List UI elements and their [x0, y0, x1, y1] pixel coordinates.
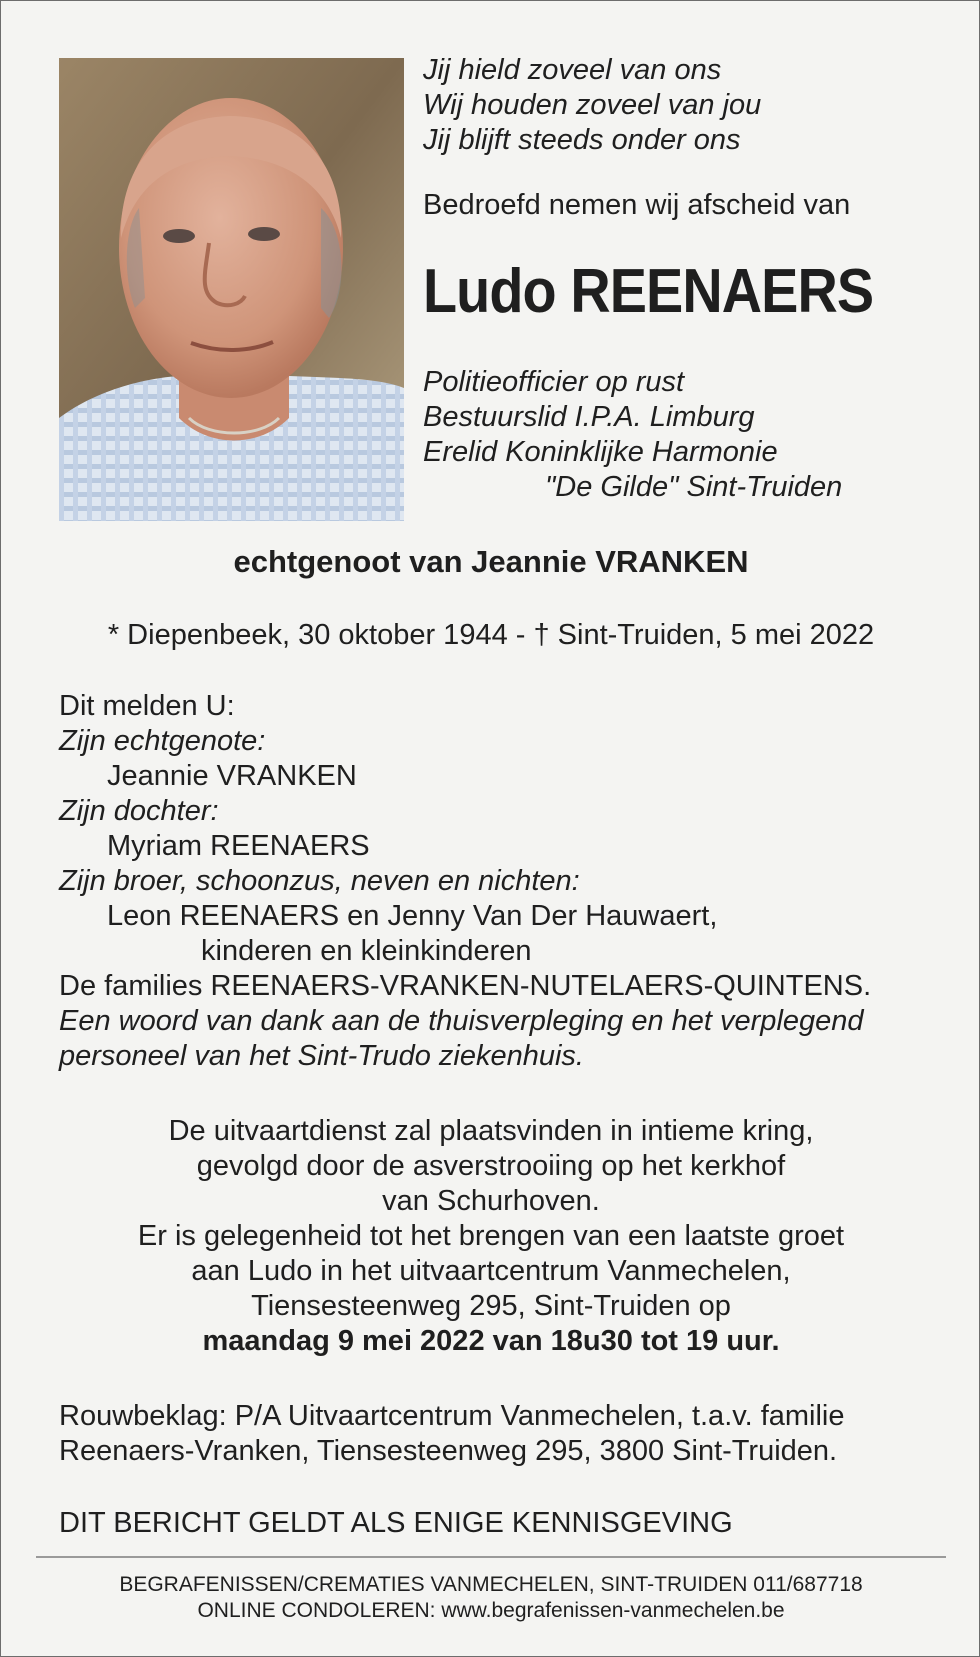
portrait-photo	[59, 58, 404, 521]
service-time: maandag 9 mei 2022 van 18u30 tot 19 uur.	[202, 1325, 780, 1357]
verse-line: Jij hield zoveel van ons	[423, 54, 722, 86]
honorary-titles	[423, 365, 943, 505]
deceased-name: Ludo REENAERS	[423, 257, 874, 326]
service-line: Tiensesteenweg 295, Sint-Truiden op	[251, 1290, 731, 1322]
siblings-label: Zijn broer, schoonzus, neven en nichten:	[59, 865, 580, 897]
notice-text: DIT BERICHT GELDT ALS ENIGE KENNISGEVING	[59, 1507, 733, 1539]
service-line: gevolgd door de asverstrooiing op het kerkhof	[196, 1150, 786, 1182]
spouse-line: echtgenoot van Jeannie VRANKEN	[233, 544, 749, 579]
title-line: "De Gilde" Sint-Truiden	[545, 471, 843, 503]
birth-death-dates: * Diepenbeek, 30 oktober 1944 - † Sint-Truiden, 5 mei 2022	[107, 619, 875, 651]
condolence-line: Rouwbeklag: P/A Uitvaartcentrum Vanmechelen, t.a.v. familie	[59, 1400, 845, 1432]
families-line: De families REENAERS-VRANKEN-NUTELAERS-QUINTENS.	[59, 970, 872, 1002]
service-line: De uitvaartdienst zal plaatsvinden in intieme kring,	[168, 1115, 814, 1147]
daughter-label: Zijn dochter:	[59, 795, 219, 827]
footer	[1, 1572, 980, 1624]
family-opening: Dit melden U:	[59, 690, 235, 722]
verse-line: Wij houden zoveel van jou	[423, 89, 762, 121]
funeral-home-line: BEGRAFENISSEN/CREMATIES VANMECHELEN, SINT-TRUIDEN 011/687718	[119, 1573, 863, 1596]
service-line: van Schurhoven.	[382, 1185, 600, 1217]
daughter-name: Myriam REENAERS	[107, 830, 370, 862]
title-line: Bestuurslid I.P.A. Limburg	[423, 401, 755, 433]
wife-name: Jeannie VRANKEN	[107, 760, 357, 792]
condolence-address	[59, 1399, 939, 1469]
wife-label: Zijn echtgenote:	[59, 725, 266, 757]
verse-line: Jij blijft steeds onder ons	[423, 124, 741, 156]
funeral-service-info	[1, 1114, 980, 1359]
thanks-line: personeel van het Sint-Trudo ziekenhuis.	[59, 1040, 584, 1072]
family-announcement	[59, 689, 939, 1074]
title-line: Erelid Koninklijke Harmonie	[423, 436, 778, 468]
service-line: aan Ludo in het uitvaartcentrum Vanmechelen,	[191, 1255, 791, 1287]
thanks-line: Een woord van dank aan de thuisverpleging en het verplegend	[59, 1005, 864, 1037]
memorial-verse	[423, 53, 943, 158]
siblings-line: Leon REENAERS en Jenny Van Der Hauwaert,	[107, 900, 718, 932]
online-condolence-link[interactable]: ONLINE CONDOLEREN: www.begrafenissen-vanmechelen.be	[197, 1599, 785, 1622]
service-line: Er is gelegenheid tot het brengen van een laatste groet	[137, 1220, 845, 1252]
intro-text: Bedroefd nemen wij afscheid van	[423, 189, 851, 221]
title-line: Politieofficier op rust	[423, 366, 685, 398]
condolence-line: Reenaers-Vranken, Tiensesteenweg 295, 3800 Sint-Truiden.	[59, 1435, 838, 1467]
siblings-line: kinderen en kleinkinderen	[201, 935, 532, 967]
footer-divider	[36, 1556, 946, 1558]
